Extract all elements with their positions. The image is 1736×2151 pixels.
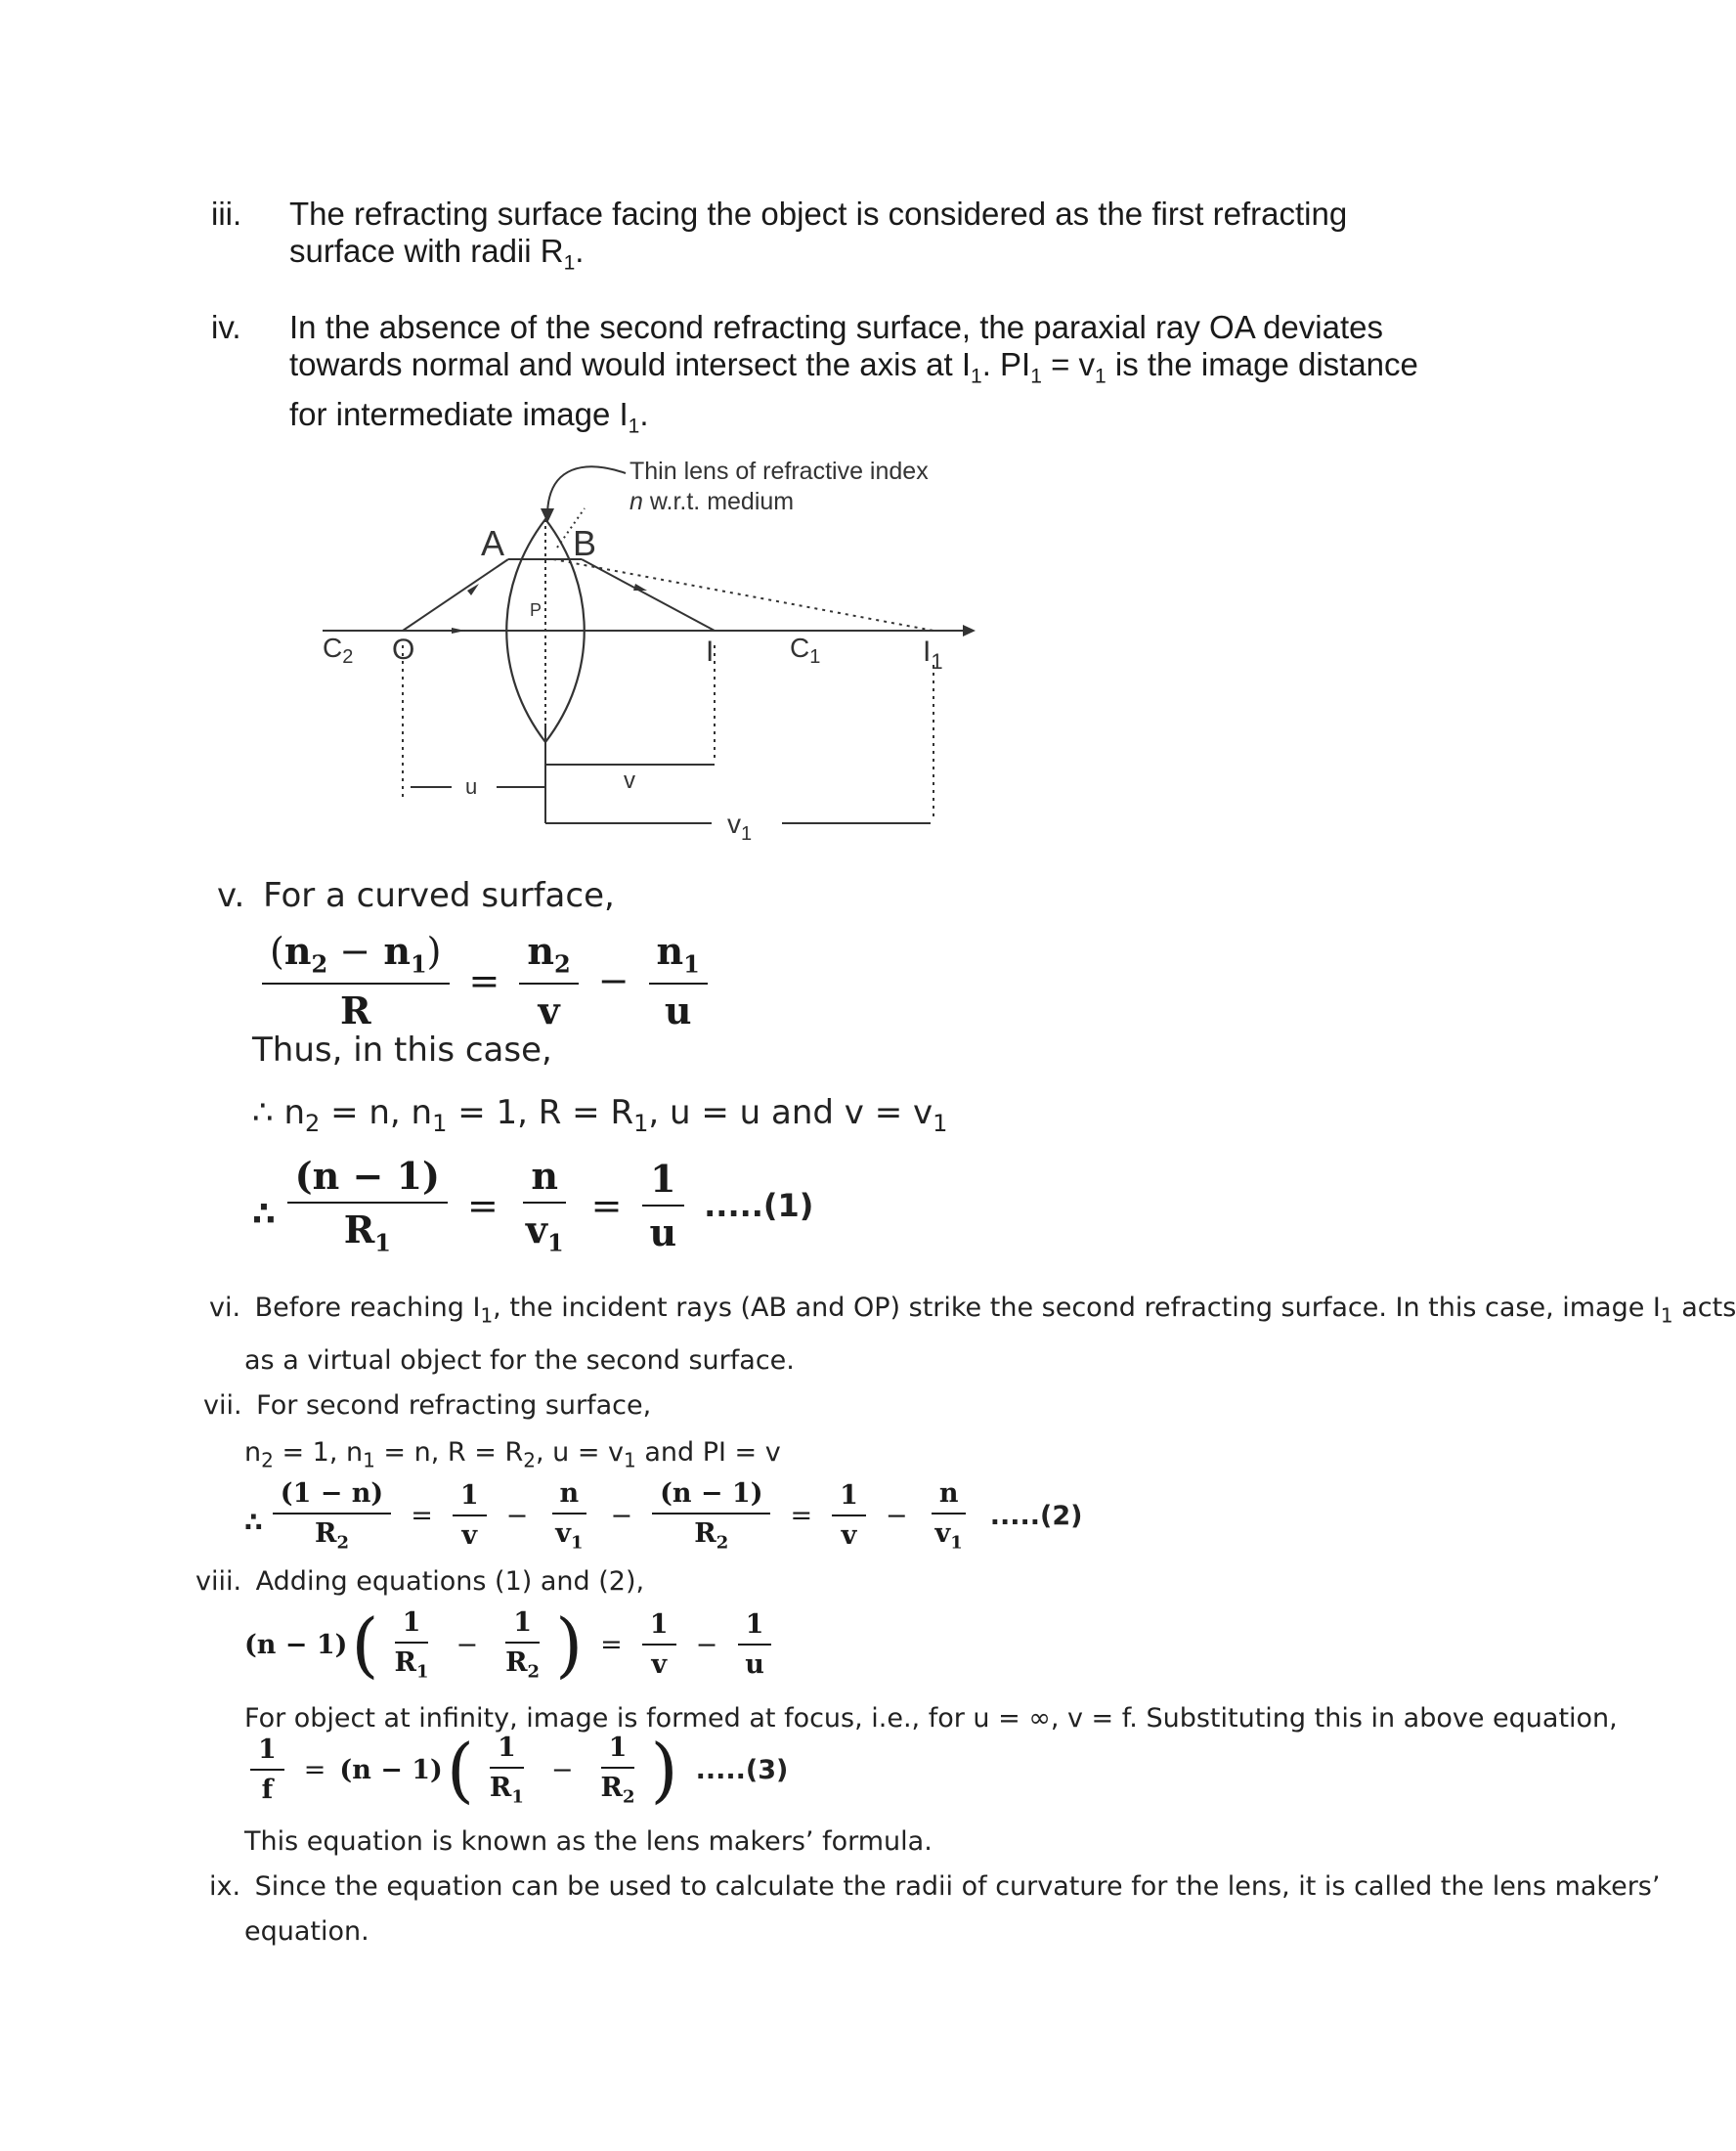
fraction: $\frac{(n - 1)}{R_1}$: [287, 1154, 448, 1257]
item-ix-line2: equation.: [244, 1916, 369, 1947]
callout-label-line2: n w.r.t. medium: [629, 488, 795, 515]
paragraph-line: The refracting surface facing the object is considered as the first refracting: [289, 196, 1348, 232]
item-ix: ix. Since the equation can be used to calculate the radii of curvature for the lens, it is called the lens makers’: [209, 1871, 1661, 1902]
axis-arrowhead: [963, 625, 976, 637]
item-number: vii.: [203, 1390, 242, 1421]
second-surface-conditions: $n_2 = 1$, $n_1 = n$, $R = R_2$, $u = v_1$ and PI = v: [244, 1437, 781, 1472]
paragraph-line: surface with radii $R_1$.: [289, 233, 585, 275]
equation-label: .....(1): [704, 1186, 814, 1224]
label-v1: $v_1$: [727, 809, 753, 845]
equation-curved-surface: $\frac{(n_2 - n_1)}{R}$ = $\frac{n_2}{v}$ − $\frac{n_1}{u}$: [256, 929, 714, 1032]
fraction: $\frac{1}{R_2}$: [600, 1732, 635, 1808]
fraction: $\frac{1}{R_1}$: [394, 1606, 429, 1683]
label-C2: $C_2$: [323, 633, 354, 668]
item-v-heading: [217, 876, 615, 915]
item-vii: vii. For second refracting surface,: [203, 1390, 652, 1421]
fraction: $\frac{1}{v}$: [453, 1480, 487, 1551]
equation-label: .....(3): [695, 1754, 789, 1785]
fraction: $\frac{1}{R_2}$: [505, 1606, 541, 1683]
ray-arrow: [452, 628, 465, 634]
paragraph-line: for intermediate image $I_1$.: [289, 395, 649, 438]
item-text: For a curved surface,: [263, 876, 615, 915]
item-number: ix.: [209, 1871, 241, 1902]
equation-1: ∴ $\frac{(n - 1)}{R_1}$ = $\frac{n}{v_1}$ = $\frac{1}{u}$ .....(1): [252, 1154, 814, 1257]
thus-text: Thus, in this case,: [252, 1031, 552, 1070]
fraction: $\frac{n}{v_1}$: [928, 1478, 971, 1553]
item-vi-line2: as a virtual object for the second surface.: [244, 1345, 795, 1376]
substitution-conditions: ∴ $n_2 = n$, $n_1 = 1$, $R = R_1$, u = u and $v = v_1$: [252, 1093, 948, 1137]
item-number: v.: [217, 876, 245, 915]
fraction: $\frac{1}{v}$: [832, 1480, 866, 1551]
fraction: $\frac{1}{u}$: [737, 1609, 772, 1680]
item-viii: viii. Adding equations (1) and (2),: [195, 1566, 645, 1597]
item-number: viii.: [195, 1566, 242, 1597]
lens-makers-formula-note: This equation is known as the lens makers’ formula.: [244, 1826, 933, 1857]
fraction: $\frac{n_1}{u}$: [649, 929, 708, 1032]
label-C1: $C_1$: [790, 633, 821, 668]
fraction: $\frac{1}{u}$: [641, 1157, 684, 1254]
infinity-text: For object at infinity, image is formed at focus, i.e., for u = ∞, v = f. Substituting this in above equation,: [244, 1703, 1618, 1734]
label-u: u: [465, 774, 478, 799]
fraction: $\frac{1}{f}$: [250, 1734, 284, 1805]
item-number: iv.: [211, 309, 241, 345]
equation-sum: (n − 1) ( $\frac{1}{R_1}$ − $\frac{1}{R_2}$ ) = $\frac{1}{v}$ − $\frac{1}{u}$: [244, 1603, 778, 1686]
label-P: P: [530, 600, 542, 620]
callout-label-line1: Thin lens of refractive index: [629, 458, 929, 485]
label-v: v: [624, 768, 635, 794]
lens-ray-diagram: [293, 430, 997, 860]
ray-BI: [582, 559, 715, 631]
extended-ray-to-I1: [553, 559, 933, 631]
fraction: $\frac{n}{v_1}$: [547, 1478, 590, 1553]
fraction: $\frac{(1 - n)}{R_2}$: [273, 1478, 391, 1553]
equation-label: .....(2): [989, 1500, 1083, 1531]
ray-arrow: [633, 584, 647, 591]
item-number: vi.: [209, 1293, 241, 1323]
fraction: $\frac{1}{R_1}$: [489, 1732, 524, 1808]
label-A: A: [481, 523, 505, 563]
equation-2: ∴ $\frac{(1 - n)}{R_2}$ = $\frac{1}{v}$ − $\frac{n}{v_1}$ − $\frac{(n - 1)}{R_2}$ = $\frac{1}{v}$ − $\frac{n}{v_1}$ .....(2): [244, 1478, 1083, 1554]
fraction: $\frac{(n_2 - n_1)}{R}$: [262, 929, 450, 1032]
label-B: B: [573, 523, 597, 563]
fraction: $\frac{(n - 1)}{R_2}$: [652, 1478, 770, 1553]
label-O: O: [392, 634, 415, 666]
fraction: $\frac{n_2}{v}$: [519, 929, 578, 1032]
item-vi: vi. Before reaching $I_1$, the incident rays (AB and OP) strike the second refracting surface. In this case, image $I_1$ acts: [209, 1293, 1736, 1328]
label-I: I: [706, 636, 715, 668]
ray-OA: [403, 559, 508, 631]
fraction: $\frac{1}{v}$: [642, 1609, 676, 1680]
item-number: iii.: [211, 196, 242, 232]
callout-arrow: [547, 466, 626, 516]
paragraph-line: towards normal and would intersect the axis at $I_1$. $PI_1 = v_1$ is the image distance: [289, 346, 1418, 388]
label-I1: $I_1$: [923, 636, 943, 674]
callout-arrowhead: [541, 508, 554, 523]
paragraph-line: In the absence of the second refracting surface, the paraxial ray OA deviates: [289, 309, 1383, 345]
equation-3: $\frac{1}{f}$ = (n − 1) ( $\frac{1}{R_1}$ − $\frac{1}{R_2}$ ) .....(3): [244, 1729, 788, 1811]
fraction: $\frac{n}{v_1}$: [518, 1154, 572, 1257]
